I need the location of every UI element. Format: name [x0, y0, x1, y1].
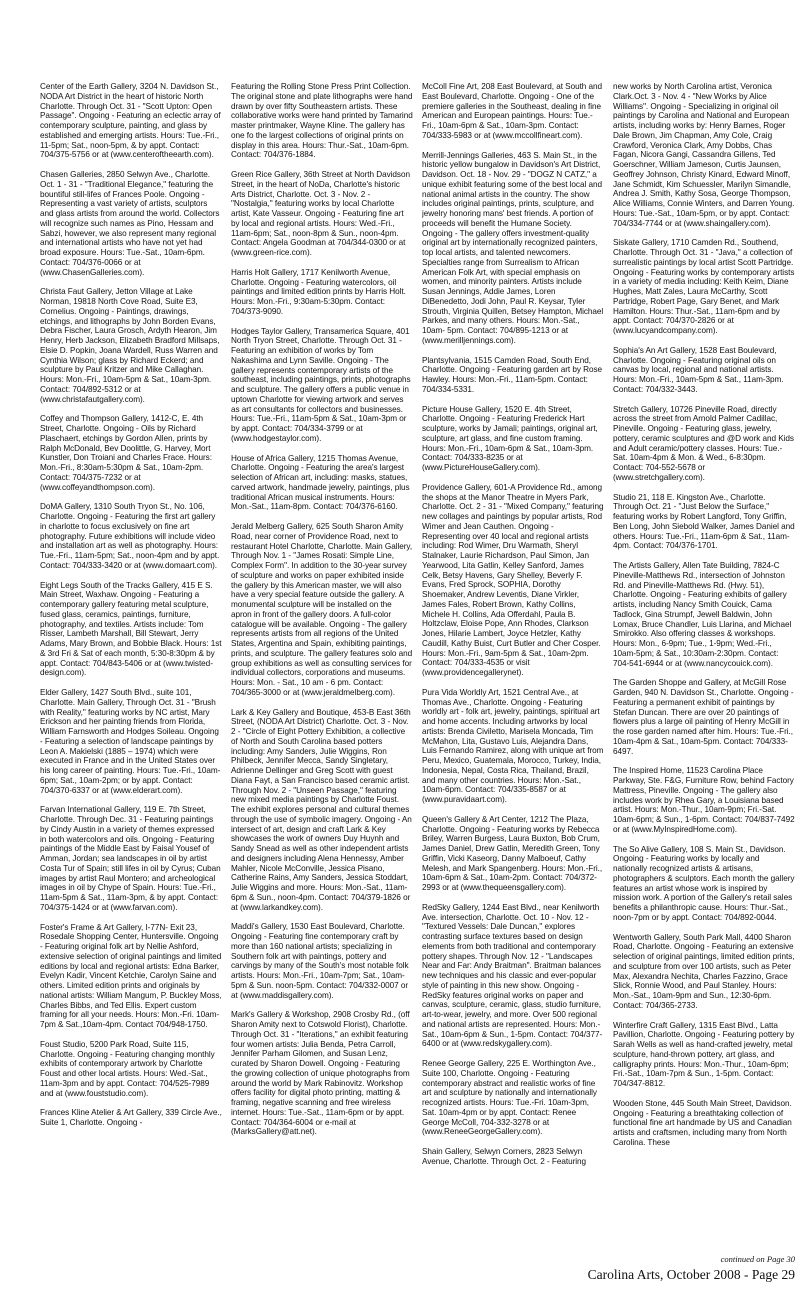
gallery-entry: House of Africa Gallery, 1215 Thomas Avenue, Charlotte. Ongoing - Featuring the area's largest selection of African art, including: masks, statues, carved artwork, handmade jewelry, paintings, plus traditional African musical instruments. Hours: Mon.-Sat., 11am-8pm. Contact: 704/376-6160.	[231, 453, 410, 512]
gallery-entry: Plantsylvania, 1515 Camden Road, South End, Charlotte. Ongoing - Featuring garden art by Rose Hawley. Hours: Mon.-Fri., 11am-5pm. Contact: 704/334-5331.	[422, 355, 603, 394]
gallery-entry: Lark & Key Gallery and Boutique, 453-B East 36th Street, (NODA Art District) Charlotte. Oct. 3 - Nov. 2 - "Circle of Eight Pottery Exhibition, a collective of North and South Carolina based potters including: Amy Sanders, Julie Wiggins, Ron Philbeck, Jennifer Mecca, Sandy Singletary, Adrienne Dellinger and Greg Scott with guest Diana Fayt, a San Francisco based ceramic artist. Through Nov. 2 - "Unseen Passage," featuring new mixed media paintings by Charlotte Foust. The exhibit explores personal and cultural themes through the use of symbolic imagery. Ongoing - An intersect of art, design and craft Lark & Key showcases the work of owners Duy Huynh and Sandy Snead as well as other independent artists and designers including Alena Hennessy, Amber Mahler, Nicole McConville, Jessica Pisano, Catherine Rains, Amy Sanders, Jessica Stoddart, Julie Wiggins and more. Hours: Mon.-Sat., 11am-6pm & Sun., noon-4pm. Contact: 704/379-1826 or at (www.larkandkey.com).	[231, 707, 412, 912]
continued-note: continued on Page 30	[720, 1254, 795, 1264]
gallery-entry: Harris Holt Gallery, 1717 Kenilworth Avenue, Charlotte. Ongoing - Featuring watercolors, oil paintings and limited edition prints by Harris Holt. Hours: Mon.-Fri., 9:30am-5:30pm. Contact: 704/373-9090.	[231, 267, 406, 316]
gallery-entry: Farvan International Gallery, 119 E. 7th Street, Charlotte. Through Dec. 31 - Featuring paintings by Cindy Austin in a variety of themes expressed in both watercolors and oils. Ongoing - Featuring paintings of the Middle East by Faisal Yousef of Amman, Jordan; sea landscapes in oil by artist Costa Tur of Spain; still lifes in oil by Cyrus; Cuban images by artist Raul Montero; and archeological images in oil by Chype of Spain. Hours: Tue.-Fri., 11am-5pm & Sat., 11am-3pm, & by appt. Contact: 704/375-1424 or at (www.farvan.com).	[40, 805, 221, 912]
gallery-entry: Foust Studio, 5200 Park Road, Suite 115, Charlotte. Ongoing - Featuring changing monthly exhibits of contemporary artwork by Charlotte Foust and other local artists. Hours: Wed.-Sat., 11am-3pm and by appt. Contact: 704/525-7989 and at (www.fouststudio.com).	[40, 1039, 215, 1098]
gallery-entry: Chasen Galleries, 2850 Selwyn Ave., Charlotte. Oct. 1 - 31 - "Traditional Elegance," featuring the bountiful still-lifes of Frances Poole. Ongoing - Representing a vast variety of artists, sculptors and glass artists from around the world. Collectors will recognize such names as Pino, Hessam and Sabzi, however, we also represent many regional and international artists who have not yet had broad exposure. Hours: Tue.-Sat., 10am-6pm. Contact: 704/376-0066 or at (www.ChasenGalleries.com).	[40, 170, 220, 277]
gallery-entry: Siskate Gallery, 1710 Camden Rd., Southend, Charlotte. Through Oct. 31 - "Java," a collection of surrealistic paintings by local artist Scott Partridge. Ongoing - Featuring works by contemporary artists in a variety of media including: Keith Keim, Diane Hughes, Matt Zales, Laura McCarthy, Scott Partridge, Robert Page, Gary Benet, and Mark Hamilton. Hours: Thur.-Sat., 11am-6pm and by appt. Contact: 704/370-2826 or at (www.lucyandcompany.com).	[613, 238, 795, 335]
gallery-entry: Winterfire Craft Gallery, 1315 East Blvd., Latta Pavillion, Charlotte. Ongoing - Featuring pottery by Sarah Wells as well as hand-crafted jewelry, metal sculpture, hand-thrown pottery, art glass, and calligraphy prints. Hours: Mon.-Thur., 10am-6pm; Fri.-Sat., 10am-7pm & Sun., 1-5pm. Contact: 704/347-8812.	[613, 1020, 795, 1088]
column-2	[231, 82, 413, 1247]
gallery-entry: Providence Gallery, 601-A Providence Rd., among the shops at the Manor Theatre in Myers Park, Charlotte. Oct. 2 - 31 - "Mixed Company," featuring new collages and paintings by popular artists, Rod Wimer and Jean Cauthen. Ongoing - Representing over 40 local and regional artists including: Rod Wimer, Dru Warmath, Sheryl Stalnaker, Laurie Richardson, Paul Simon, Jan Yearwood, Lita Gatlin, Kelley Sanford, James Celk, Betsy Havens, Gary Shelley, Beverly F. Evans, Fred Sprock, SOPHIA, Dorothy Shoemaker, Andrew Leventis, Diane Virkler, James Fales, Robert Brown, Kathy Collins, Michele H. Collins, Ada Offerdahl, Paula B. Holtzclaw, Eloise Pope, Ann Rhodes, Clarkson Jones, Hilarie Lambert, Joyce Hetzler, Kathy Caudill, Kathy Buist, Curt Butler and Cher Cosper. Hours: Mon.-Fri., 9am-5pm & Sat., 10am-2pm. Contact: 704/333-4535 or visit (www.providencegallerynet).	[422, 482, 604, 677]
gallery-entry: Maddi's Gallery, 1530 East Boulevard, Charlotte. Ongoing - Featuring fine contemporary craft by more than 160 national artists; specializing in Southern folk art with paintings, pottery and carvings by many of the South's most notable folk artists. Hours: Mon.-Fri., 10am-7pm; Sat., 10am-5pm & Sun. noon-5pm. Contact: 704/332-0007 or at (www.maddisgallery.com).	[231, 922, 409, 1000]
issue-line: Carolina Arts, October 2008 - Page 29	[587, 1267, 795, 1282]
gallery-entry: Renee George Gallery, 225 E. Worthington Ave., Suite 100, Charlotte. Ongoing - Featuring contemporary abstract and realistic works of fine art and sculpture by nationally and internationally recognized artists. Hours: Tue.-Fri. 10am-3pm, Sat. 10am-4pm or by appt. Contact: Renee George McColl, 704-332-3278 or at (www.ReneeGeorgeGallery.com).	[422, 1059, 597, 1137]
gallery-entry: Queen's Gallery & Art Center, 1212 The Plaza, Charlotte. Ongoing - Featuring works by Rebecca Briley, Warren Burgess, Laura Buxton, Bob Crum, James Daniel, Drew Gatlin, Meredith Green, Tony Griffin, Vicki Kaseorg, Danny Malboeuf, Cathy Melesh, and Mark Spangenberg. Hours: Mon.-Fri., 10am-6pm & Sat., 10am-2pm. Contact: 704/372-2993 or at (www.thequeensgallery.com).	[422, 814, 603, 892]
gallery-entry: Frances Kline Atelier & Art Gallery, 339 Circle Ave., Suite 1, Charlotte. Ongoing -	[40, 1108, 222, 1127]
gallery-entry: Merrill-Jennings Galleries, 463 S. Main St., in the historic yellow bungalow in Davidson's Art District, Davidson. Oct. 18 - Nov. 29 - "DOGZ N CATZ," a unique exhibit featuring some of the best local and national animal artists in the country. The show includes original paintings, prints, sculpture, and jewelry honoring mans' best friends. A portion of proceeds will benefit the Humane Society. Ongoing - The gallery offers investment-quality original art by internationally recognized painters, top local artists, and talented newcomers. Specialties range from Surrealism to African American Folk Art, with special emphasis on women, and minority painters. Artists include Susan Jennings, Addie James, Loren DiBenedetto, Jodi John, Paul R. Keysar, Tyler Strouth, Virginia Quillen, Betsey Hampton, Michael Parkes, and many others. Hours: Mon.-Sat., 10am- 5pm. Contact: 704/895-1213 or at (www.merilljennings.com).	[422, 150, 604, 345]
column-4	[613, 82, 795, 1247]
gallery-entry: Center of the Earth Gallery, 3204 N. Davidson St., NODA Art District in the heart of historic North Charlotte. Through Oct. 31 - "Scott Upton: Open Passage". Ongoing - Featuring an eclectic array of contemporary sculpture, painting, and glass by established and emerging artists. Hours: Tue.-Fri., 11-5pm; Sat., noon-5pm, & by appt. Contact: 704/375-5756 or at (www.centeroftheearth.com).	[40, 82, 221, 160]
gallery-entry: Wentworth Gallery, South Park Mall, 4400 Sharon Road, Charlotte. Ongoing - Featuring an extensive selection of original paintings, limited edition prints, and sculpture from over 100 artists, such as Peter Max, Alexandra Nechita, Charles Fazzino, Grace Slick, Ronnie Wood, and Paul Stanley. Hours: Mon.-Sat., 10am-9pm and Sun., 12:30-6pm. Contact: 704/365-2733.	[613, 932, 795, 1010]
listing-page	[40, 82, 795, 1247]
gallery-entry: The So Alive Gallery, 108 S. Main St., Davidson. Ongoing - Featuring works by locally and nationally recognized artists & artisans, photographers & sculptors. Each month the gallery features an artist whose work is inspired by mission work. A portion of the Gallery's retail sales benefits a philanthropic cause. Hours: Thur.-Sat., noon-7pm or by appt. Contact: 704/892-0044.	[613, 844, 795, 922]
gallery-entry: Elder Gallery, 1427 South Blvd., suite 101, Charlotte. Main Gallery, Through Oct. 31 - "Brush with Reality," featuring works by NC artist, Mary Erickson and her painting friends from Florida, William Farnsworth and Hodges Soileau. Ongoing - Featuring a selection of landscape paintings by Leon A. Makielski (1885 – 1974) which were executed in France and in the United States over his long career of painting. Hours: Tue.-Fri., 10am-6pm; Sat., 10am-2pm; or by appt. Contact: 704/370-6337 or at (www.elderart.com).	[40, 688, 221, 795]
gallery-entry: DoMA Gallery, 1310 South Tryon St., No. 106, Charlotte. Ongoing - Featuring the first art gallery in charlotte to focus exclusively on fine art photography. Future exhibitions will include video and installation art as well as photography. Hours: Tue.-Fri., 11am-5pm; Sat., noon-4pm and by appt. Contact: 704/333-3420 or at (www.domaart.com).	[40, 502, 220, 570]
gallery-entry: Eight Legs South of the Tracks Gallery, 415 E S. Main Street, Waxhaw. Ongoing - Featuring a contemporary gallery featuring metal sculpture, fused glass, ceramics, paintings, furniture, photography, and textiles. Artists include: Tom Risser, Lambeth Marshall, Bill Stewart, Jerry Adams, Mary Brown, and Bobbie Black. Hours: 1st & 3rd Fri & Sat of each month, 5:30-8:30pm & by appt. Contact: 704/843-5406 or at (www.twisted-design.com).	[40, 580, 222, 678]
gallery-entry: McColl Fine Art, 208 East Boulevard, at South and East Boulevard, Charlotte. Ongoing - One of the premiere galleries in the Southeast, dealing in fine American and European paintings. Hours: Tue.-Fri., 10am-6pm & Sat., 10am-3pm. Contact: 704/333-5983 or at (www.mccollfineart.com).	[422, 82, 603, 140]
gallery-entry: new works by North Carolina artist, Veronica Clark.Oct. 3 - Nov. 4 - "New Works by Alice Williams". Ongoing - Specializing in original oil paintings by Carolina and National and European artists, including works by: Henry Barnes, Roger Dale Brown, Jim Chapman, Amy Cole, Craig Crawford, Veronica Clark, Amy Dobbs, Chas Fagan, Nicora Gangi, Cassandra Gillens, Ted Goerschner, William Jameson, Curtis Jaunsen, Geoffrey Johnson, Christy Kinard, Edward Minoff, Jane Schmidt, Kim Schuessler, Marilyn Simandle, Andrea J. Smith, Kathy Sosa, George Thompson, Alice Williams, Connie Winters, and Darren Young. Hours: Tue.-Sat., 10am-5pm, or by appt. Contact: 704/334-7744 or at (www.shaingallery.com).	[613, 82, 795, 228]
gallery-entry: Sophia's An Art Gallery, 1528 East Boulevard, Charlotte. Ongoing - Featuring original oils on canvas by local, regional and national artists. Hours: Mon.-Fri., 10am-5pm & Sat., 11am-3pm. Contact: 704/332-3443.	[613, 345, 784, 394]
gallery-entry: The Garden Shoppe and Gallery, at McGill Rose Garden, 940 N. Davidson St., Charlotte. Ongoing - Featuring a permanent exhibit of paintings by Stefan Duncan. There are over 20 paintings of flowers plus a large oil painting of Henry McGill in the rose garden named after him. Hours: Tue.-Fri., 10am-4pm & Sat., 10am-5pm. Contact: 704/333-6497.	[613, 678, 794, 756]
gallery-entry: Hodges Taylor Gallery, Transamerica Square, 401 North Tryon Street, Charlotte. Through Oct. 31 - Featuring an exhibition of works by Tom Nakashima and Lynn Saville. Ongoing - The gallery represents contemporary artists of the southeast, including paintings, prints, photographs and sculpture. The gallery offers a public venue in uptown Charlotte for viewing artwork and serves as art consultants for collectors and businesses. Hours: Tue.-Fri., 11am-5pm & Sat., 10am-3pm or by appt. Contact: 704/334-3799 or at (www.hodgestaylor.com).	[231, 326, 411, 443]
gallery-entry: Jerald Melberg Gallery, 625 South Sharon Amity Road, near corner of Providence Road, next to restaurant Hotel Charlotte, Charlotte. Main Gallery, Through Nov. 1 - "James Rosati: Simple Line, Complex Form". In addition to the 30-year survey of sculpture and works on paper exhibited inside the gallery by this American master, we will also have a very special feature outside the gallery. A monumental sculpture will be installed on the apron in front of the gallery doors. A full-color catalogue will be available. Ongoing - The gallery represents artists from all regions of the United States, Argentina and Spain, exhibiting paintings, prints, and sculpture. The gallery features solo and group exhibitions as well as consulting services for individual collectors, corporations and museums. Hours: Mon. - Sat., 10 am - 6 pm. Contact: 704/365-3000 or at (www.jeraldmelberg.com).	[231, 522, 413, 697]
gallery-entry: Green Rice Gallery, 36th Street at North Davidson Street, in the heart of NoDa, Charlotte's historic Arts District, Charlotte. Oct. 3 - Nov. 2 - "Nostalgia," featuring works by local Charlotte artist, Kate Vasseur. Ongoing - Featuring fine art by local and regional artists. Hours: Wed.-Fri., 11am-6pm; Sat., noon-8pm & Sun., noon-4pm. Contact: Angela Goodman at 704/344-0300 or at (www.green-rice.com).	[231, 170, 410, 257]
gallery-entry: The Artists Gallery, Allen Tate Building, 7824-C Pineville-Matthews Rd., intersection of Johnston Rd. and Pineville-Matthews Rd. (Hwy. 51), Charlotte. Ongoing - Featuring exhibits of gallery artists, including Nancy Smith Couick, Cama Tadlock, Gina Strumpf, Jewell Baldwin, John Lomax, Bruce Chandler, Luis Llarina, and Michael Smirokko. Also offering classes & workshops. Hours: Mon., 6-9pm; Tue., 1-9pm; Wed.-Fri., 10am-5pm; & Sat., 10:30am-2:30pm. Contact: 704-541-6944 or at (www.nancycouick.com).	[613, 561, 792, 668]
gallery-entry: Coffey and Thompson Gallery, 1412-C, E. 4th Street, Charlotte. Ongoing - Oils by Richard Plaschaert, etchings by Gordon Allen, prints by Ralph McDonald, Bev Doolittle, G. Harvey, Mort Kunstler, Don Troiani and Charles Frace. Hours: Mon.-Fri., 8:30am-5:30pm & Sat., 10am-2pm. Contact: 704/375-7232 or at (www.coffeyandthompson.com).	[40, 414, 212, 492]
gallery-entry: The Inspired Home, 11523 Carolina Place Parkway, Ste. F&G, Furniture Row, behind Factory Mattress, Pineville. Ongoing - The gallery also includes work by Rhea Gary, a Louisiana based artist. Hours: Mon.-Thur., 10am-9pm; Fri.-Sat. 10am-6pm; & Sun., 1-6pm. Contact: 704/837-7492 or at (www.MyInspiredHome.com).	[613, 766, 795, 834]
gallery-entry: Shain Gallery, Selwyn Corners, 2823 Selwyn Avenue, Charlotte. Through Oct. 2 - Featuring	[422, 1147, 587, 1166]
gallery-entry: Picture House Gallery, 1520 E. 4th Street, Charlotte. Ongoing - Featuring Frederick Hart sculpture, works by Jamali; paintings, original art, sculpture, art glass, and fine custom framing. Hours: Mon.-Fri., 10am-6pm & Sat., 10am-3pm. Contact: 704/333-8235 or at (www.PictureHouseGallery.com).	[422, 404, 598, 472]
gallery-entry: RedSky Gallery, 1244 East Blvd., near Kenilworth Ave. intersection, Charlotte. Oct. 10 - Nov. 12 - "Textured Vessels: Dale Duncan," explores contrasting surface textures based on design elements from both traditional and contemporary pottery shapes. Through Nov. 12 - "Landscapes Near and Far: Andy Braitman". Braitman balances new techniques and his classic and ever-popular style of painting in this new show. Ongoing - RedSky features original works on paper and canvas, sculpture, ceramic, glass, studio furniture, art-to-wear, jewelry, and more. Over 500 regional and national artists are represented. Hours: Mon.-Sat., 10am-6pm & Sun., 1-5pm. Contact: 704/377-6400 or at (www.redskygallery.com).	[422, 902, 603, 1049]
gallery-entry: Mark's Gallery & Workshop, 2908 Crosby Rd., (off Sharon Amity next to Cotswold Florist), Charlotte. Through Oct. 31 - "Iterations," an exhibit featuring four women artists: Julia Benda, Petra Carroll, Jennifer Parham Gilomen, and Susan Lenz, curated by Sharon Dowell. Ongoing - Featuring the growing collection of unique photographs from around the world by Mark Rabinovitz. Workshop offers facility for digital photo printing, matting & framing, negative scanning and free wireless internet. Hours: Tue.-Sat., 11am-6pm or by appt. Contact: 704/364-6004 or e-mail at (MarksGallery@att.net).	[231, 1010, 410, 1137]
gallery-entry: Wooden Stone, 445 South Main Street, Davidson. Ongoing - Featuring a breathtaking collection of functional fine art handmade by US and Canadian artists and craftsmen, including many from North Carolina. These	[613, 1098, 792, 1147]
column-3	[422, 82, 604, 1247]
gallery-entry: Featuring the Rolling Stone Press Print Collection. The original stone and plate lithographs were hand drawn by over fifty Southeastern artists. These collaborative works were hand printed by Tamarind master printmaker, Wayne Kline. The gallery has one fo the largest collections of original prints on display in this area. Hours: Thur.-Sat., 10am-6pm. Contact: 704/376-1884.	[231, 82, 413, 160]
gallery-entry: Christa Faut Gallery, Jetton Village at Lake Norman, 19818 North Cove Road, Suite E3, Cornelius. Ongoing - Paintings, drawings, etchings, and lithographs by John Borden Evans, Debra Fischer, Laura Grosch, Ardyth Hearon, Jim Henry, Herb Jackson, Elizabeth Bradford Millsaps, Elsie D. Popkin, Joana Wardell, Russ Warren and Cynthia Wilson; glass by Richard Eckerd; and sculpture by Paul Kritzer and Mike Callaghan. Hours: Mon.-Fri., 10am-5pm & Sat., 10am-3pm. Contact: 704/892-5312 or at (www.christafautgallery.com).	[40, 287, 220, 404]
gallery-entry: Studio 21, 118 E. Kingston Ave., Charlotte. Through Oct. 21 - "Just Below the Surface," featuring works by Robert Langford, Tony Griffin, Ben Long, John Siebold Walker, James Daniel and others. Hours: Tue.-Fri., 11am-6pm & Sat., 11am-4pm. Contact: 704/376-1701.	[613, 492, 795, 551]
gallery-entry: Foster's Frame & Art Gallery, I-77N- Exit 23, Rosedale Shopping Center, Huntersville. Ongoing - Featuring original folk art by Nellie Ashford, extensive selection of original paintings and limited editions by local and regional artists: Edna Barker, Evelyn Kadir, Vincent Ketchie, Carolyn Saine and others. Limited edition prints and originals by national artists: William Mangum, P. Buckley Moss, Charles Bibbs, and Ted Ellis. Expert custom framing for all your needs. Hours: Mon.-Fri. 10am-7pm & Sat.,10am-4pm. Contact 704/948-1750.	[40, 922, 222, 1029]
gallery-entry: Stretch Gallery, 10726 Pineville Road, directly across the street from Arnold Palmer Cadillac, Pineville. Ongoing - Featuring glass, jewelry, pottery, ceramic sculptures and @D work and Kids and Adult ceramic/pottery classes. Hours: Tue.-Sat. 10am-4pm & Mon. & Wed., 6-8:30pm. Contact: 704-552-5678 or (www.stretchgallery.com).	[613, 404, 794, 482]
page-footer	[560, 1254, 795, 1283]
column-1	[40, 82, 222, 1247]
gallery-entry: Pura Vida Worldly Art, 1521 Central Ave., at Thomas Ave., Charlotte. Ongoing - Featuring worldly art - folk art, jewelry, paintings, spiritual art and home accents. Including artworks by local artists: Brenda Civiletto, Marisela Moncada, Tim McMahon, Lita, Gustavo Luis, Alejandra Dans, Luis Fernando Ramirez, along with unique art from Peru, Mexico, Guatemala, Morocco, Turkey, India, Indonesia, Nepal, Costa Rica, Thailand, Brazil, and many other countries. Hours: Mon.-Sat., 10am-6pm. Contact: 704/335-8587 or at (www.puravidaart.com).	[422, 687, 604, 804]
